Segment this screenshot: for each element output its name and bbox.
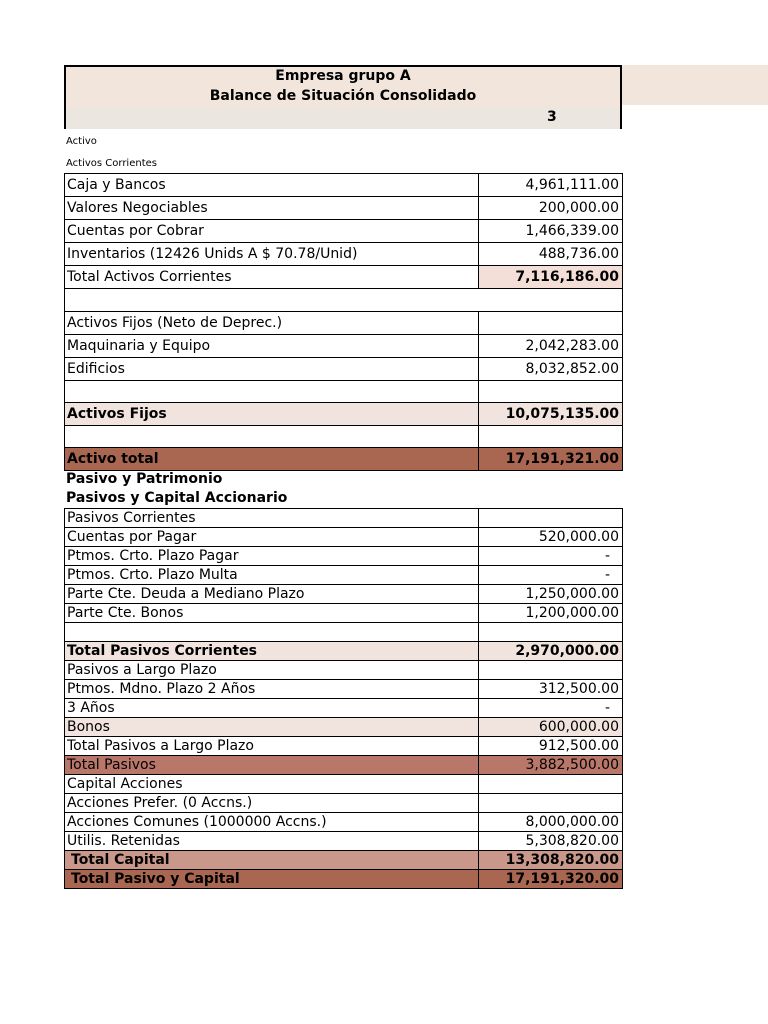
row-amount: 912,500.00 [479, 737, 623, 756]
empty-cell [65, 289, 623, 312]
row-label: Parte Cte. Deuda a Mediano Plazo [65, 585, 479, 604]
row-label: Bonos [65, 718, 479, 737]
table-row [65, 220, 623, 243]
row-amount: 17,191,320.00 [479, 870, 623, 889]
table-row [65, 547, 623, 566]
row-label: Activo total [65, 448, 479, 471]
table-row [65, 604, 623, 623]
company-name: Empresa grupo A [275, 68, 411, 84]
table-row [65, 335, 623, 358]
row-amount: 8,032,852.00 [479, 358, 623, 381]
empty-cell [479, 312, 623, 335]
row-label: Total Pasivos Corrientes [65, 642, 479, 661]
row-label: Cuentas por Cobrar [65, 220, 479, 243]
row-label: Valores Negociables [65, 197, 479, 220]
total-assets-row [65, 448, 623, 471]
row-amount: 520,000.00 [479, 528, 623, 547]
table-row [65, 832, 623, 851]
row-label: Total Capital [65, 851, 479, 870]
spacer-row [65, 623, 623, 642]
row-amount: 200,000.00 [479, 197, 623, 220]
table-row [65, 813, 623, 832]
row-label: Cuentas por Pagar [65, 528, 479, 547]
row-label: Maquinaria y Equipo [65, 335, 479, 358]
row-label: Total Activos Corrientes [65, 266, 479, 289]
fixed-assets-total-row [65, 403, 623, 426]
row-amount: 1,250,000.00 [479, 585, 623, 604]
row-amount: 13,308,820.00 [479, 851, 623, 870]
row-amount: 600,000.00 [479, 718, 623, 737]
row-label: Utilis. Retenidas [65, 832, 479, 851]
row-label: Pasivos Corrientes [65, 509, 479, 528]
empty-cell [479, 623, 623, 642]
row-label: Caja y Bancos [65, 174, 479, 197]
row-label: Edificios [65, 358, 479, 381]
row-amount: 8,000,000.00 [479, 813, 623, 832]
empty-cell [65, 623, 479, 642]
row-label: Capital Acciones [65, 775, 479, 794]
spacer-row [65, 381, 623, 403]
empty-cell [479, 426, 623, 448]
long-term-header-row [65, 661, 623, 680]
table-row [65, 358, 623, 381]
row-label: Activos Fijos (Neto de Deprec.) [65, 312, 479, 335]
row-label: Activos Fijos [65, 403, 479, 426]
row-amount: 312,500.00 [479, 680, 623, 699]
section-label-activo: Activo [66, 136, 97, 147]
total-liab-equity-row [65, 870, 623, 889]
current-liabilities-header-row [65, 509, 623, 528]
total-current-liabilities-row [65, 642, 623, 661]
table-row [65, 794, 623, 813]
empty-cell [479, 775, 623, 794]
row-label: 3 Años [65, 699, 479, 718]
empty-cell [65, 381, 479, 403]
total-current-assets-row [65, 266, 623, 289]
capital-header-row [65, 775, 623, 794]
table-row [65, 243, 623, 266]
row-amount: 488,736.00 [479, 243, 623, 266]
row-label: Parte Cte. Bonos [65, 604, 479, 623]
empty-cell [479, 381, 623, 403]
liabilities-subheading: Pasivos y Capital Accionario [66, 490, 288, 506]
total-liabilities-row [65, 756, 623, 775]
row-label: Pasivos a Largo Plazo [65, 661, 479, 680]
liabilities-table [64, 508, 623, 889]
row-amount: 3,882,500.00 [479, 756, 623, 775]
assets-table [64, 173, 623, 471]
bonds-row [65, 718, 623, 737]
fixed-assets-header-row [65, 312, 623, 335]
table-row [65, 197, 623, 220]
row-amount: - [479, 699, 623, 718]
liabilities-heading: Pasivo y Patrimonio [66, 471, 223, 487]
empty-cell [65, 426, 479, 448]
row-amount: 1,200,000.00 [479, 604, 623, 623]
report-number-band [66, 107, 620, 129]
row-amount: 5,308,820.00 [479, 832, 623, 851]
total-capital-row [65, 851, 623, 870]
row-amount: 2,970,000.00 [479, 642, 623, 661]
table-row [65, 528, 623, 547]
spacer-row [65, 426, 623, 448]
report-number: 3 [547, 109, 557, 125]
header-band-extension [622, 65, 768, 105]
row-amount: 7,116,186.00 [479, 266, 623, 289]
spacer-row [65, 289, 623, 312]
table-row [65, 680, 623, 699]
table-row [65, 699, 623, 718]
row-amount [479, 794, 623, 813]
row-amount: - [479, 547, 623, 566]
row-label: Inventarios (12426 Unids A $ 70.78/Unid) [65, 243, 479, 266]
row-label: Acciones Prefer. (0 Accns.) [65, 794, 479, 813]
row-label: Total Pasivo y Capital [65, 870, 479, 889]
row-amount: 17,191,321.00 [479, 448, 623, 471]
row-label: Total Pasivos [65, 756, 479, 775]
section-label-activos-corrientes: Activos Corrientes [66, 158, 157, 169]
row-label: Total Pasivos a Largo Plazo [65, 737, 479, 756]
row-label: Ptmos. Mdno. Plazo 2 Años [65, 680, 479, 699]
row-amount: 10,075,135.00 [479, 403, 623, 426]
row-label: Ptmos. Crto. Plazo Pagar [65, 547, 479, 566]
row-amount: - [479, 566, 623, 585]
table-row [65, 566, 623, 585]
empty-cell [479, 509, 623, 528]
report-title: Balance de Situación Consolidado [209, 88, 477, 104]
table-row [65, 174, 623, 197]
table-row [65, 585, 623, 604]
row-amount: 1,466,339.00 [479, 220, 623, 243]
report-header [64, 65, 622, 129]
row-amount: 4,961,111.00 [479, 174, 623, 197]
total-long-term-row [65, 737, 623, 756]
row-label: Acciones Comunes (1000000 Accns.) [65, 813, 479, 832]
row-label: Ptmos. Crto. Plazo Multa [65, 566, 479, 585]
empty-cell [479, 661, 623, 680]
row-amount: 2,042,283.00 [479, 335, 623, 358]
